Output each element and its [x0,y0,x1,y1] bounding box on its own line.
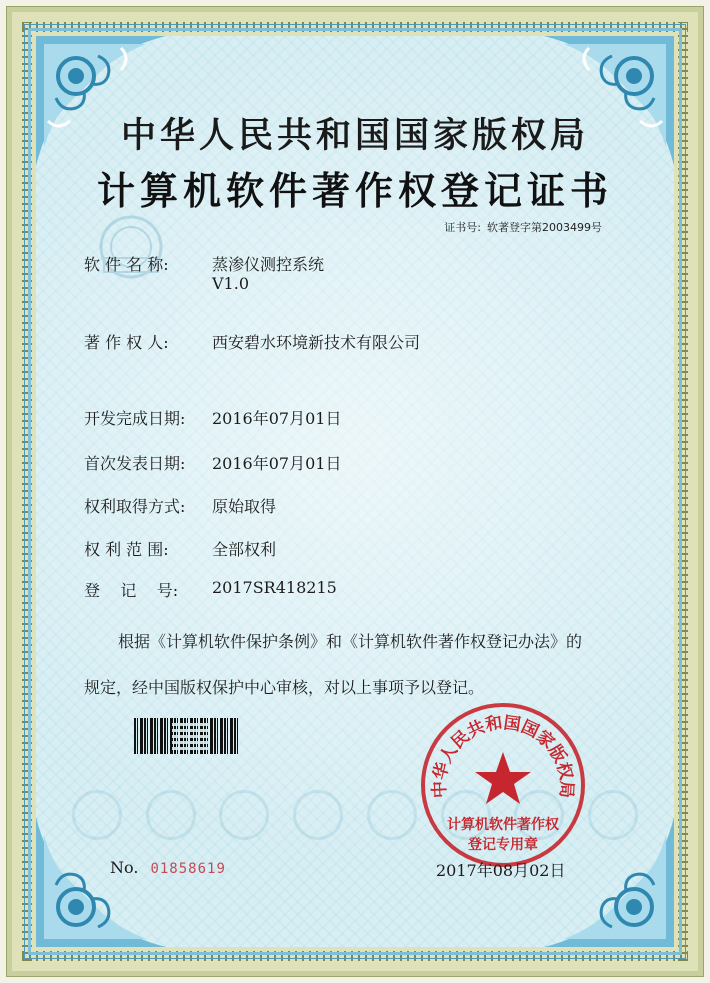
field-rights-scope [84,537,276,560]
legal-basis-line-2: 规定，经中国版权保护中心审核，对以上事项予以登记。 [84,678,485,697]
seal-line-2: 登记专用章 [468,837,538,853]
certificate-number [438,219,602,235]
serial-number-value: 01858619 [150,861,226,877]
certificate-title: 计算机软件著作权登记证书 [96,168,613,213]
field-copyright-owner [84,330,420,353]
legal-basis-line-1: 根据《计算机软件保护条例》和《计算机软件著作权登记办法》的 [118,632,583,651]
field-value: 西安碧水环境新技术有限公司 [212,333,421,352]
certificate-number-label: 证书号: [444,221,481,234]
watermark-emblem-icon [146,790,196,840]
field-label: 权 利 范 围: [84,540,169,559]
issue-date: 2017年08月02日 [436,861,566,880]
seal-line-1: 计算机软件著作权 [447,817,559,833]
field-label: 权利取得方式: [84,497,186,516]
field-label: 首次发表日期: [84,454,186,473]
seal-star-icon [475,752,531,804]
field-value: 2016年07月01日 [212,454,342,473]
field-label: 软 件 名 称: [84,255,169,274]
field-value: 原始取得 [212,497,277,516]
field-publication-date [84,451,341,474]
watermark-emblem-icon [219,790,269,840]
watermark-emblem-icon [72,790,122,840]
field-value: 全部权利 [212,540,277,559]
barcode-qr-area [172,722,208,750]
software-version: V1.0 [212,274,249,293]
field-development-date [84,406,341,429]
field-value: 2017SR418215 [212,578,337,597]
watermark-emblem-icon [293,790,343,840]
certificate-number-value: 软著登字第2003499号 [487,221,602,234]
field-software-name [84,252,324,275]
watermark-emblem-icon [367,790,417,840]
field-acquisition-method [84,494,276,517]
serial-number [110,858,226,877]
field-label: 开发完成日期: [84,409,186,428]
field-value: 2016年07月01日 [212,409,342,428]
serial-number-label: No. [110,858,139,877]
field-label: 登 记 号: [84,581,179,600]
field-value: 蒸渗仪测控系统 [212,255,325,274]
watermark-emblem-icon [588,790,638,840]
issuer-title: 中华人民共和国国家版权局 [120,115,589,156]
seal-ring-text: 中华人民共和国国家版权局 [429,713,577,799]
field-label: 著 作 权 人: [84,333,169,352]
legal-basis-paragraph [84,628,644,702]
field-registration-number [84,578,337,601]
